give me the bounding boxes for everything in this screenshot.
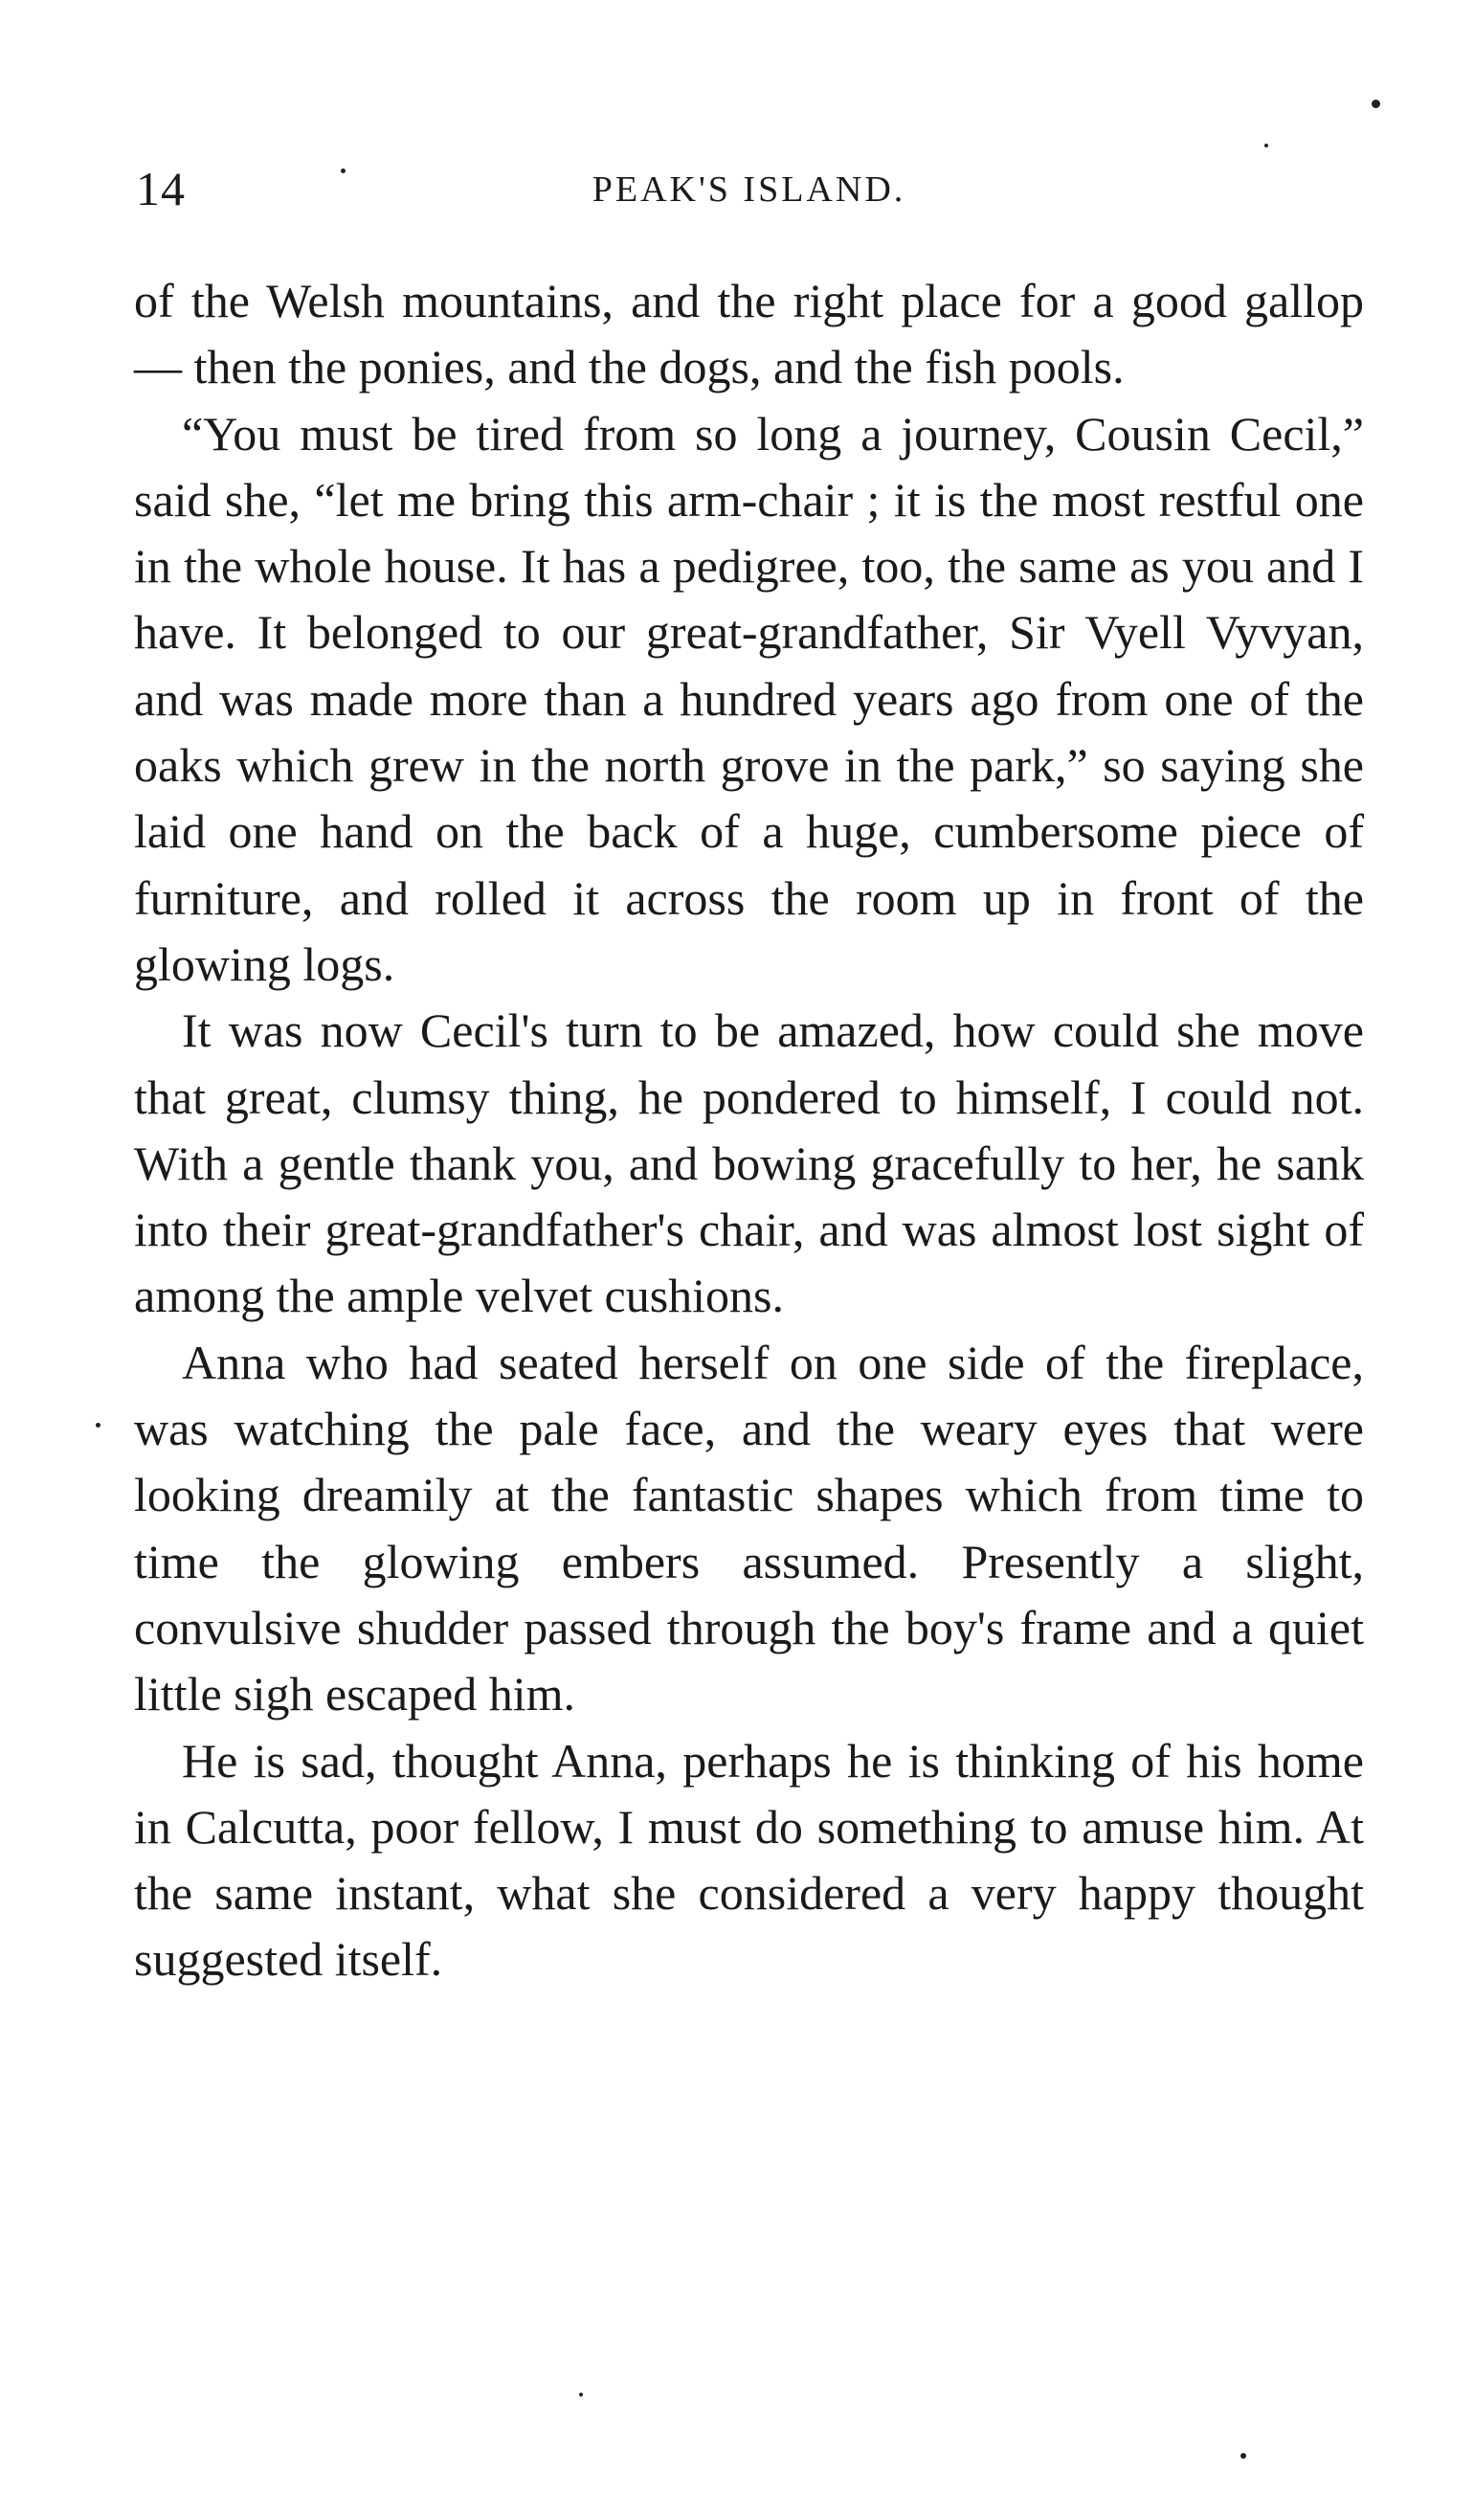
running-head: PEAK'S ISLAND. (592, 169, 906, 210)
paragraph: It was now Cecil's turn to be amazed, how could she move that great, clumsy thing, he pondered to himself, I could not. With a gentle thank you, and bowing gracefully to her, he sank into their great-grandfather's chair, and was almost lost sight of among the ample velvet cushions. (134, 1003, 1364, 1323)
paragraph: He is sad, thought Anna, perhaps he is thinking of his home in Calcutta, poor fellow, I must do something to amuse him. At the same instant, what she considered a very happy thought suggested itself. (134, 1733, 1364, 1987)
print-speck (1264, 144, 1268, 147)
print-speck (579, 2393, 583, 2396)
print-speck (96, 1423, 100, 1428)
paragraph: “You must be tired from so long a journey, Cousin Cecil,” said she, “let me bring this arm-chair ; it is the most restful one in the whole house. It has a pedigree, too, the same as you and I have. It belonged to our great-grandfather, Sir Vyell Vyvyan, and was made more than a hundred years ago from one of the oaks which grew in the north grove in the park,” so saying she laid one hand on the back of a huge, cumbersome piece of furniture, and rolled it across the room up in front of the glowing logs. (134, 406, 1364, 991)
paragraph: of the Welsh mountains, and the right place for a good gallop — then the ponies, and the dogs, and the fish pools. (134, 274, 1364, 394)
page-number: 14 (136, 162, 186, 215)
print-speck (341, 169, 346, 173)
paragraph: Anna who had seated herself on one side of the fireplace, was watching the pale face, and the weary eyes that were looking dreamily at the fantastic shapes which from time to time the glowing embers assumed. Presently a slight, convulsive shudder passed through the boy's frame and a quiet little sigh escaped him. (134, 1335, 1364, 1721)
print-speck (1372, 100, 1380, 108)
page-header (134, 161, 1364, 228)
body-text (134, 268, 1364, 1993)
print-speck (1240, 2453, 1246, 2459)
